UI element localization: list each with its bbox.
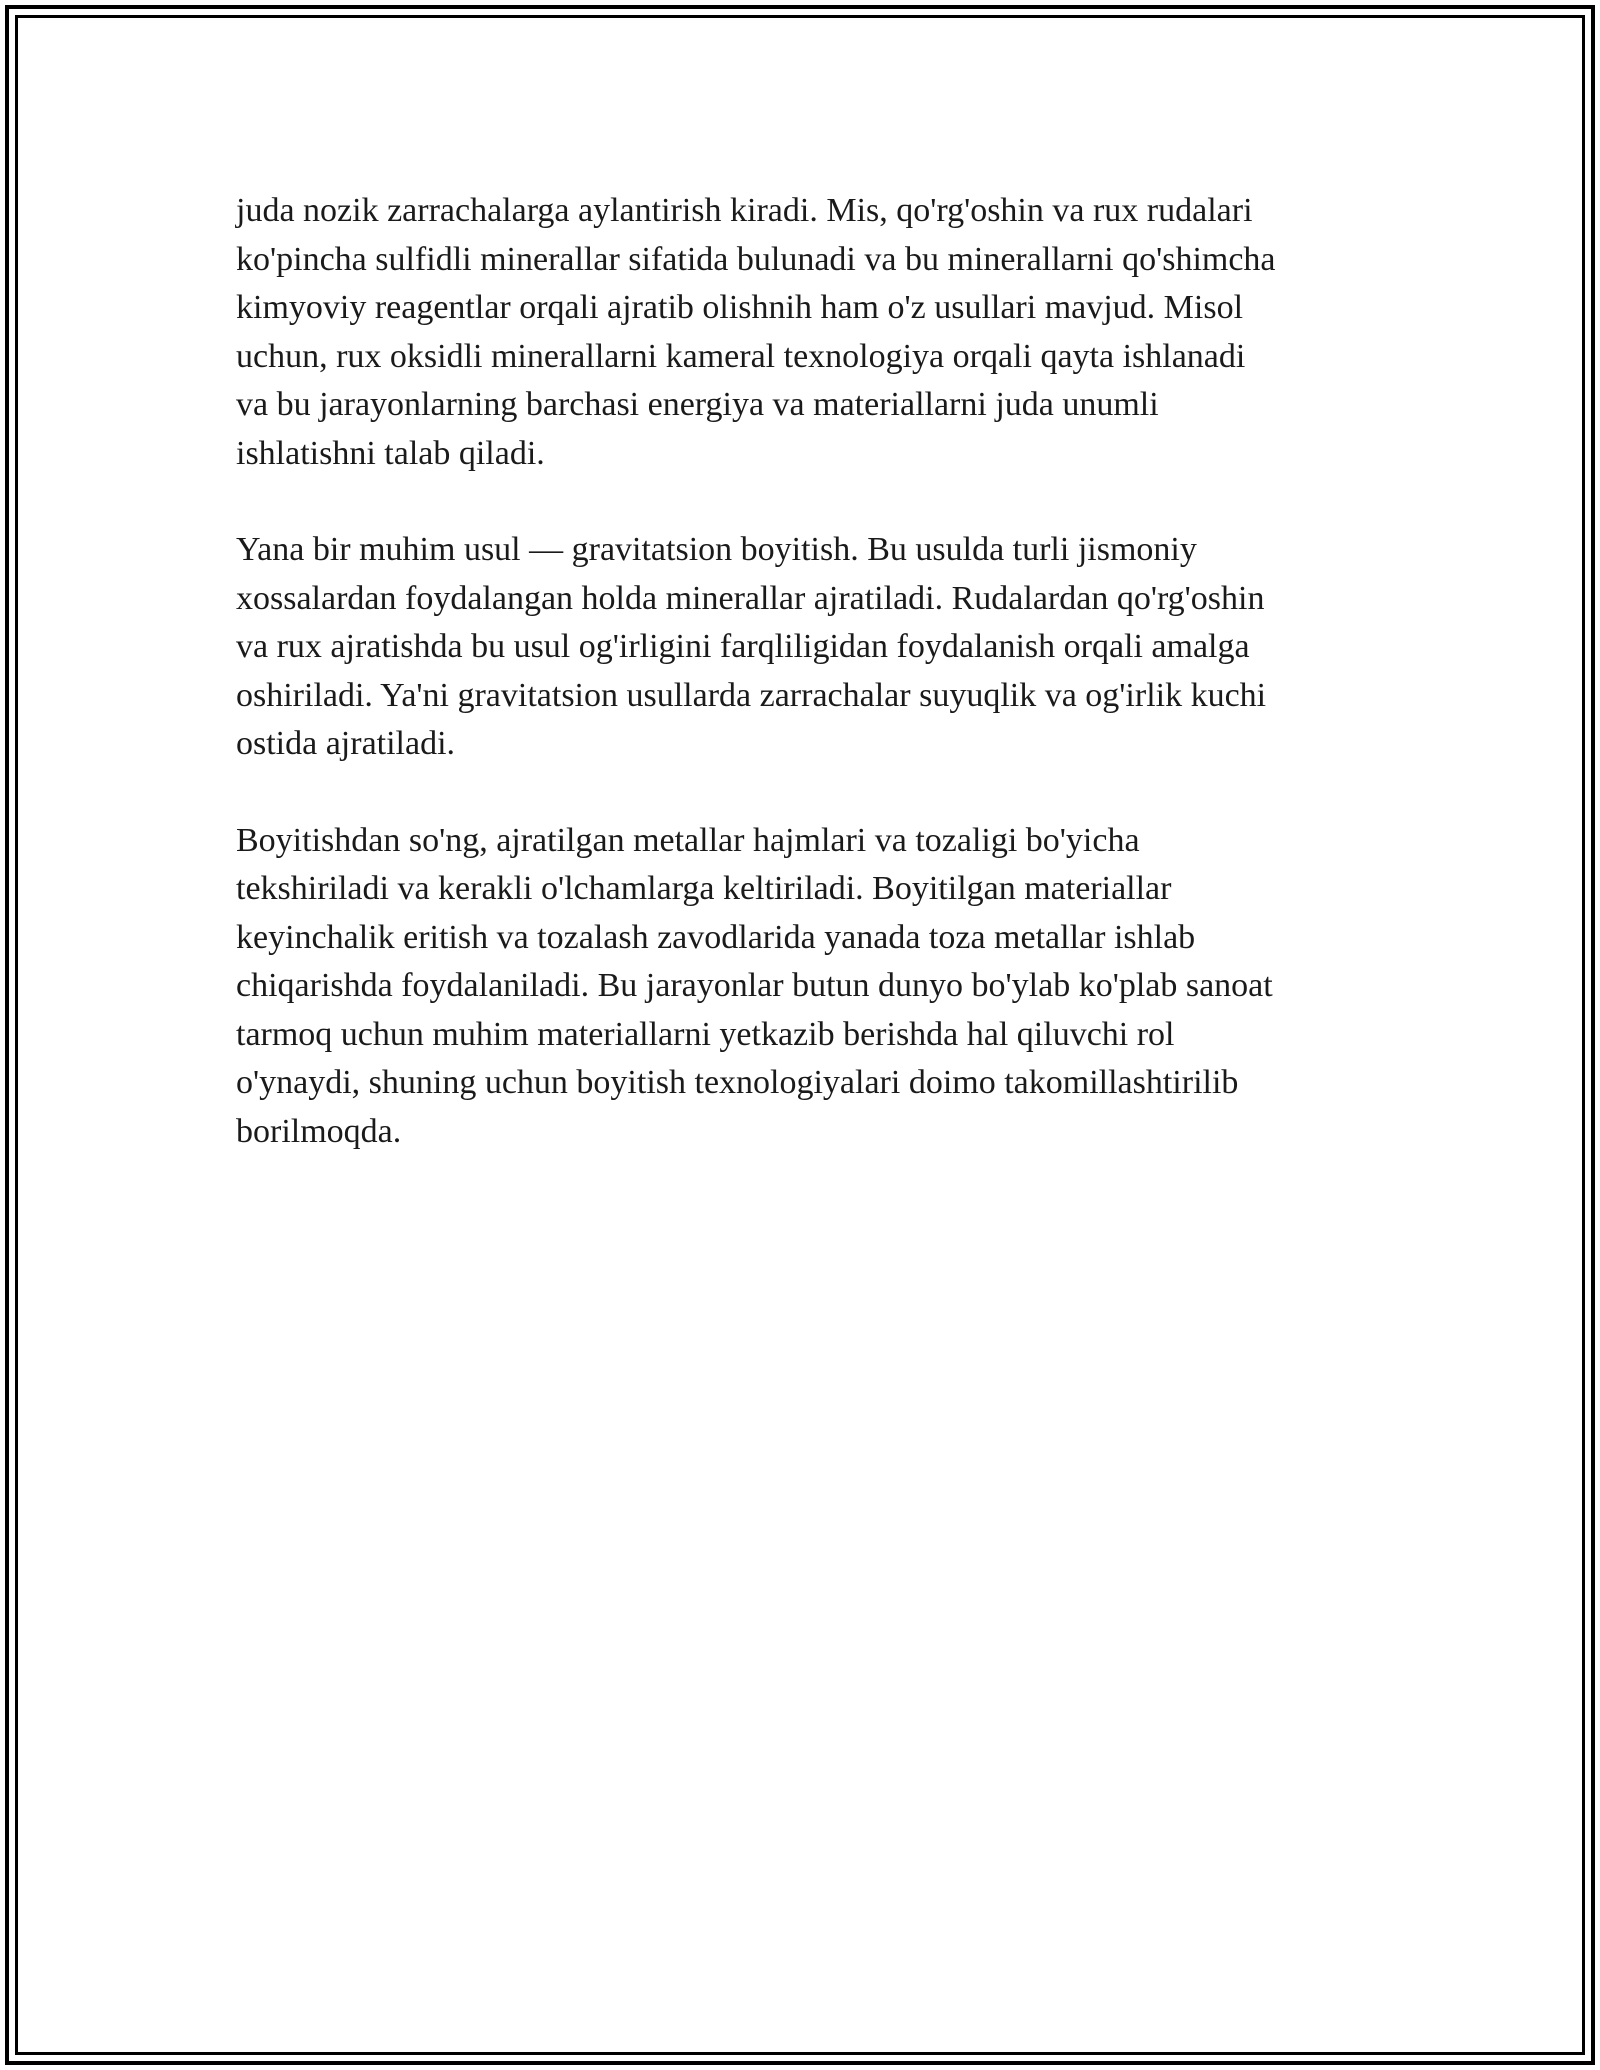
text-line: keyinchalik eritish va tozalash zavodlarida yanada toza metallar ishlab [236,918,1196,956]
paragraph-3 [236,817,1376,1157]
text-line: ishlatishni talab qiladi. [236,434,545,472]
paragraph-2 [236,526,1376,769]
text-line: Yana bir muhim usul — gravitatsion boyitish. Bu usulda turli jismoniy [236,531,1197,568]
text-line: ostida ajratiladi. [236,725,456,762]
text-line: borilmoqda. [236,1112,402,1150]
text-line: chiqarishda foydalaniladi. Bu jarayonlar butun dunyo bo'ylab ko'plab sanoat [236,967,1273,1004]
text-line: oshiriladi. Ya'ni gravitatsion usullarda zarrachalar suyuqlik va og'irlik kuchi [236,676,1267,714]
text-line: tarmoq uchun muhim materiallarni yetkazib berishda hal qiluvchi rol [236,1015,1175,1053]
document-body [236,187,1376,1204]
text-line: ko'pincha sulfidli minerallar sifatida bulunadi va bu minerallarni qo'shimcha [236,240,1276,278]
text-line: tekshiriladi va kerakli o'lchamlarga keltiriladi. Boyitilgan materiallar [236,870,1172,907]
text-line: kimyoviy reagentlar orqali ajratib olishnih ham o'z usullari mavjud. Misol [236,289,1244,326]
paragraph-1 [236,187,1376,478]
text-line: va bu jarayonlarning barchasi energiya va materiallarni juda unumli [236,386,1159,423]
text-line: Boyitishdan so'ng, ajratilgan metallar hajmlari va tozaligi bo'yicha [236,821,1140,859]
text-line: o'ynaydi, shuning uchun boyitish texnologiyalari doimo takomillashtirilib [236,1064,1239,1101]
text-line: va rux ajratishda bu usul og'irligini farqliligidan foydalanish orqali amalga [236,628,1250,665]
text-line: xossalardan foydalangan holda minerallar ajratiladi. Rudalardan qo'rg'oshin [236,579,1265,617]
text-line: juda nozik zarrachalarga aylantirish kiradi. Mis, qo'rg'oshin va rux rudalari [236,192,1253,229]
text-line: uchun, rux oksidli minerallarni kameral texnologiya orqali qayta ishlanadi [236,337,1246,375]
